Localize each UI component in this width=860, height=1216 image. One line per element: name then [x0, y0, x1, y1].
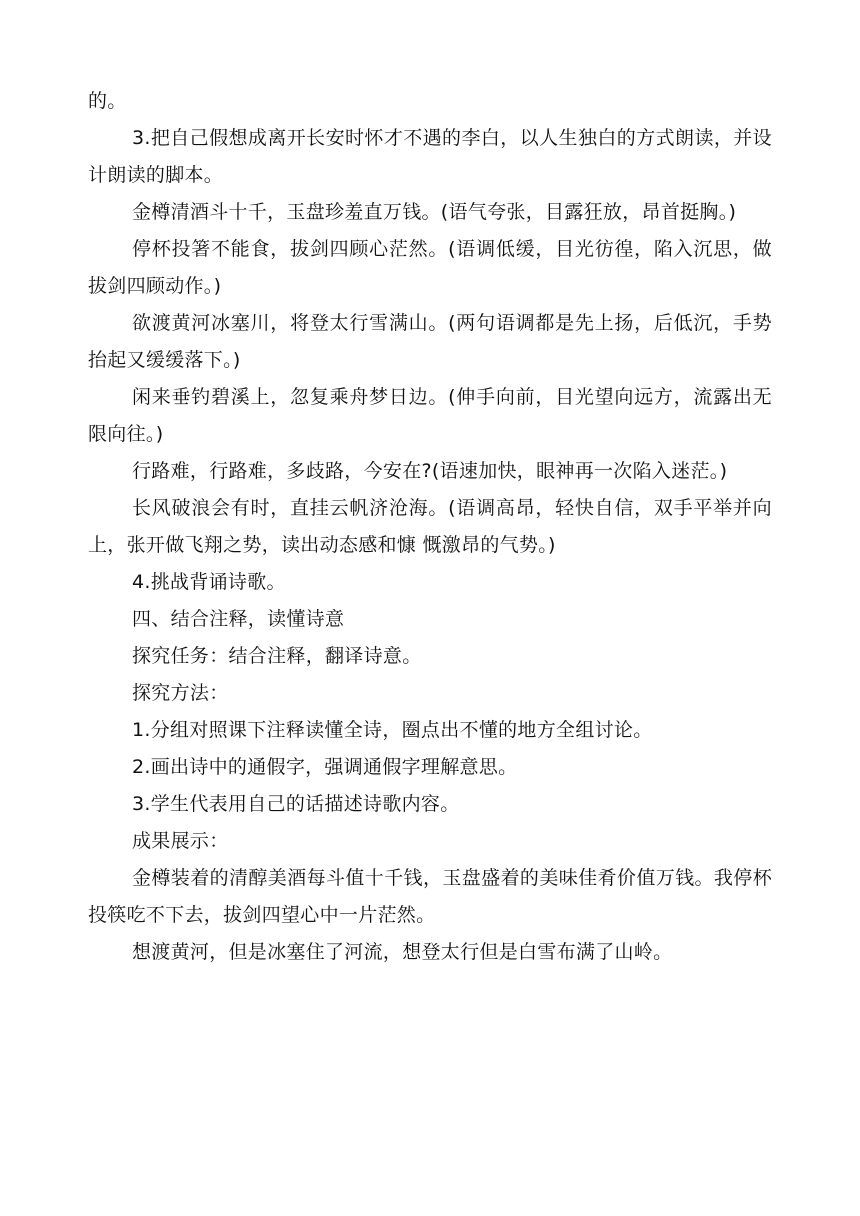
- paragraph: 长风破浪会有时，直挂云帆济沧海。(语调高昂，轻快自信，双手平举并向上，张开做飞翔之势，读出动态感和慷 慨激昂的气势。): [88, 497, 772, 556]
- paragraph: 的。: [88, 90, 127, 112]
- paragraph: 探究任务：结合注释，翻译诗意。: [132, 645, 422, 667]
- list-item: 3.学生代表用自己的话描述诗歌内容。: [132, 793, 460, 815]
- list-item: 2.画出诗中的通假字，强调通假字理解意思。: [132, 756, 518, 778]
- paragraph: 探究方法：: [132, 682, 229, 704]
- paragraph: 成果展示：: [132, 830, 229, 852]
- list-item: 1.分组对照课下注释读懂全诗，圈点出不懂的地方全组讨论。: [132, 719, 653, 741]
- paragraph: 3.把自己假想成离开长安时怀才不遇的李白，以人生独白的方式朗读，并设计朗读的脚本。: [88, 127, 772, 186]
- paragraph: 停杯投箸不能食，拔剑四顾心茫然。(语调低缓，目光彷徨，陷入沉思，做拔剑四顾动作。): [88, 238, 772, 297]
- paragraph: 闲来垂钓碧溪上，忽复乘舟梦日边。(伸手向前，目光望向远方，流露出无限向往。): [88, 386, 772, 445]
- paragraph: 金樽装着的清醇美酒每斗值十千钱，玉盘盛着的美味佳肴价值万钱。我停杯投筷吃不下去，拔剑四望心中一片茫然。: [88, 867, 772, 926]
- document-body: [88, 83, 772, 971]
- paragraph: 想渡黄河，但是冰塞住了河流，想登太行但是白雪布满了山岭。: [132, 941, 673, 963]
- paragraph: 金樽清酒斗十千，玉盘珍羞直万钱。(语气夸张，目露狂放，昂首挺胸。): [132, 201, 737, 223]
- paragraph: 行路难，行路难，多歧路，今安在?(语速加快，眼神再一次陷入迷茫。): [132, 460, 728, 482]
- section-heading: 四、结合注释，读懂诗意: [132, 608, 345, 630]
- list-item: 4.挑战背诵诗歌。: [132, 571, 286, 593]
- paragraph: 欲渡黄河冰塞川，将登太行雪满山。(两句语调都是先上扬，后低沉，手势抬起又缓缓落下。): [88, 312, 772, 371]
